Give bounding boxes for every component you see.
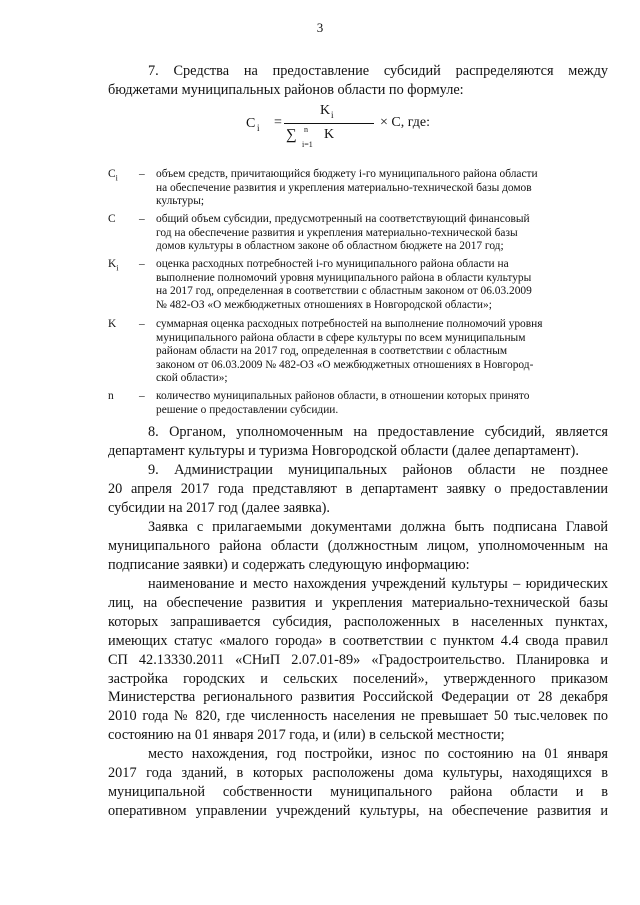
text-line: лиц, на обеспечение развития и укрепления материально-технической базы [108,594,608,611]
formula-lhs: C [246,116,256,131]
text-line: муниципальной собственности муниципального района области и в [108,783,608,800]
definition-text: общий объем субсидии, предусмотренный на соответствующий финансовый год на обеспечение развития и укрепления материально-технической базы домов культуры в областном законе об областном бюджете на 2017 год; [156,213,530,253]
formula-sigma-sub: i=1 [302,140,313,149]
definition-term: $C_i$ [108,168,118,183]
definition-text: количество муниципальных районов области, в отношении которых принято решение о предоставлении субсидии. [156,390,530,416]
text-line: 2010 года № 820, где численность населения не превышает 50 тыс.человек по [108,708,608,725]
paragraph-8 [108,423,608,461]
fraction-bar [284,123,374,124]
paragraph-9 [108,461,608,518]
definition-text: суммарная оценка расходных потребностей на выполнение полномочий уровня муниципального района области в сфере культуры по всем муниципальным районам области на 2017 год, определенная в соответствии с областным законом от 06.03.2009 № 482-ОЗ «О межбюджетных отношениях в Новгород- ской области»; [156,318,543,385]
text-line: которых запрашивается субсидия, расположенных в населенных пунктах, [108,613,608,630]
formula-numerator: K [320,103,331,118]
text-line: СП 42.13330.2011 «СНиП 2.07.01-89» «Градостроительство. Планировка и [108,651,608,668]
definition-dash: – [139,390,145,402]
formula-sigma: ∑ [286,127,297,143]
text-line: 20 апреля 2017 года представляют в департамент заявку о предоставлении [108,480,608,497]
definition-dash: – [139,168,145,180]
page-number: 3 [316,20,324,35]
text-line: 8. Органом, уполномоченным на предоставление субсидий, является [148,424,608,440]
text-line: место нахождения, год постройки, износ по состоянию на 01 января [148,746,608,762]
paragraph-7 [108,62,608,100]
formula-rhs: × C, где: [380,115,431,130]
text-line: Министерства регионального развития Российской Федерации от 28 декабря [108,689,608,706]
text-line: субсидии на 2017 год (далее заявка). [108,499,331,516]
text-line: департамент культуры и туризма Новгородской области (далее департамент). [108,442,579,459]
definition-text: объем средств, причитающийся бюджету i-го муниципального района области на обеспечение развития и укрепления материально-технической базы домов культуры; [156,168,538,208]
text-line: застройка городских и сельских поселений», утвержденного приказом [108,670,608,687]
paragraph-application [108,518,608,575]
definition-term: $K_i$ [108,258,119,273]
distribution-formula [238,103,478,151]
formula-equals: = [274,115,282,130]
definition-dash: – [139,258,145,270]
text-line: оперативном управлении учреждений культуры, на обеспечение развития и [108,802,608,819]
formula-denominator: K [324,127,335,142]
text-line: 9. Администрации муниципальных районов области не позднее [148,462,608,478]
text-line: бюджетами муниципальных районов области по формуле: [108,81,464,98]
definition-dash: – [139,213,145,225]
definition-term: C [108,213,116,225]
text-line: 2017 года зданий, в которых расположены дома культуры, находящихся в [108,764,608,781]
definition-term: K [108,318,117,330]
text-line: имеющих статус «малого города» в соответствии с пунктом 4.4 свода правил [108,632,608,649]
text-line: подписание заявки) и содержать следующую информацию: [108,556,470,573]
formula-numerator-sub: i [331,110,334,120]
text-line: муниципального района области (должностным лицом, уполномоченным на [108,537,608,554]
paragraph-location [108,745,608,821]
text-line: состоянию на 01 января 2017 года, и (или) в сельской местности; [108,727,505,744]
paragraph-institutions [108,575,608,745]
text-line: 7. Средства на предоставление субсидий распределяются между [148,63,608,79]
formula-lhs-sub: i [257,123,260,133]
formula-sigma-sup: n [304,125,308,134]
definition-dash: – [139,318,145,330]
definition-term: n [108,390,114,402]
text-line: наименование и место нахождения учреждений культуры – юридических [148,576,608,592]
definition-text: оценка расходных потребностей i-го муниципального района области на выполнение полномочий уровня муниципального района в области культуры на 2017 год, определенная в соответствии с областным законом от 06.03.2009 № 482-ОЗ «О межбюджетных отношениях в Новгородской области»; [156,258,532,311]
text-line: Заявка с прилагаемыми документами должна быть подписана Главой [148,519,608,535]
